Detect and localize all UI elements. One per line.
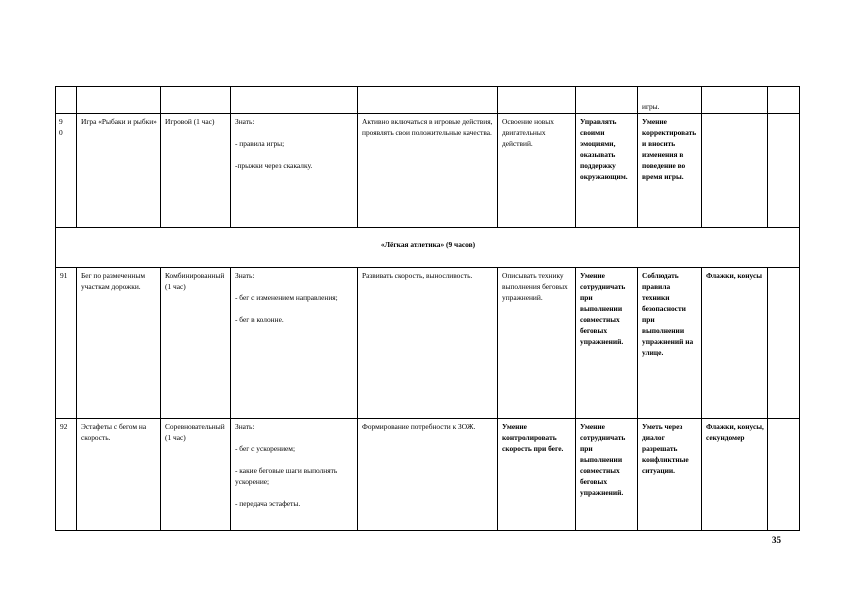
cell-col10 (768, 114, 800, 228)
cell-type: Игровой (1 час) (161, 114, 231, 228)
cell-topic: Бег по размеченным участкам дорожки. (77, 268, 161, 419)
cell-col9 (702, 87, 768, 114)
cell-col10 (768, 87, 800, 114)
cell-text: игры. (642, 102, 660, 111)
cell-num: 9 0 (56, 114, 77, 228)
section-row (56, 228, 800, 268)
knowledge-item: - правила игры; (235, 139, 285, 148)
table-row (56, 419, 800, 531)
cell-type: Соревновательный (1 час) (161, 419, 231, 531)
cell-personal: Активно включаться в игровые действия, проявлять свои положительные качества. (358, 114, 498, 228)
cell-col6: Описывать технику выполнения беговых упражнений. (498, 268, 576, 419)
cell-col8: Соблюдать правила техники безопасности при выполнении упражнений на улице. (638, 268, 702, 419)
cell-col6: Умение контролировать скорость при беге. (498, 419, 576, 531)
table-row (56, 268, 800, 419)
cell-topic (77, 87, 161, 114)
cell-topic: Эстафеты с бегом на скорость. (77, 419, 161, 531)
cell-col9 (702, 114, 768, 228)
cell-col9: Флажки, конусы, секундомер (702, 419, 768, 531)
cell-type (161, 87, 231, 114)
cell-col7: Управлять своими эмоциями, оказывать поддержку окружающим. (576, 114, 638, 228)
cell-topic: Игра «Рыбаки и рыбки» (77, 114, 161, 228)
knowledge-item: - передача эстафеты. (235, 499, 301, 508)
cell-num (56, 87, 77, 114)
cell-col9: Флажки, конусы (702, 268, 768, 419)
knowledge-item: - какие беговые шаги выполнять ускорение; (235, 466, 338, 486)
cell-knowledge (231, 419, 358, 531)
knowledge-item: - бег с ускорением; (235, 444, 296, 453)
cell-type: Комбинированный (1 час) (161, 268, 231, 419)
table-row (56, 114, 800, 228)
cell-personal: Формирование потребности к ЗОЖ. (358, 419, 498, 531)
page-number: 35 (772, 535, 781, 545)
cell-col8: Умение корректировать и вносить изменения в поведение во время игры. (638, 114, 702, 228)
cell-col10 (768, 419, 800, 531)
table-row (56, 87, 800, 114)
knowledge-heading: Знать: (235, 422, 255, 431)
cell-col8 (638, 87, 702, 114)
cell-num: 91 (56, 268, 77, 419)
cell-col7 (576, 87, 638, 114)
cell-knowledge (231, 268, 358, 419)
knowledge-item: - бег с изменением направления; (235, 293, 338, 302)
cell-col8: Уметь через диалог разрешать конфликтные ситуации. (638, 419, 702, 531)
cell-col6: Освоение новых двигательных действий. (498, 114, 576, 228)
knowledge-item: - бег в колонне. (235, 315, 284, 324)
section-title: «Лёгкая атлетика» (9 часов) (56, 228, 800, 268)
cell-col10 (768, 268, 800, 419)
cell-col7: Умение сотрудничать при выполнении совместных беговых упражнений. (576, 268, 638, 419)
cell-col7: Умение сотрудничать при выполнении совместных беговых упражнений. (576, 419, 638, 531)
cell-knowledge (231, 87, 358, 114)
cell-num: 92 (56, 419, 77, 531)
knowledge-heading: Знать: (235, 271, 255, 280)
cell-knowledge (231, 114, 358, 228)
cell-col6 (498, 87, 576, 114)
knowledge-item: -прыжки через скакалку. (235, 161, 313, 170)
cell-personal: Развивать скорость, выносливость. (358, 268, 498, 419)
lesson-plan-table (55, 86, 800, 531)
cell-personal (358, 87, 498, 114)
knowledge-heading: Знать: (235, 117, 255, 126)
